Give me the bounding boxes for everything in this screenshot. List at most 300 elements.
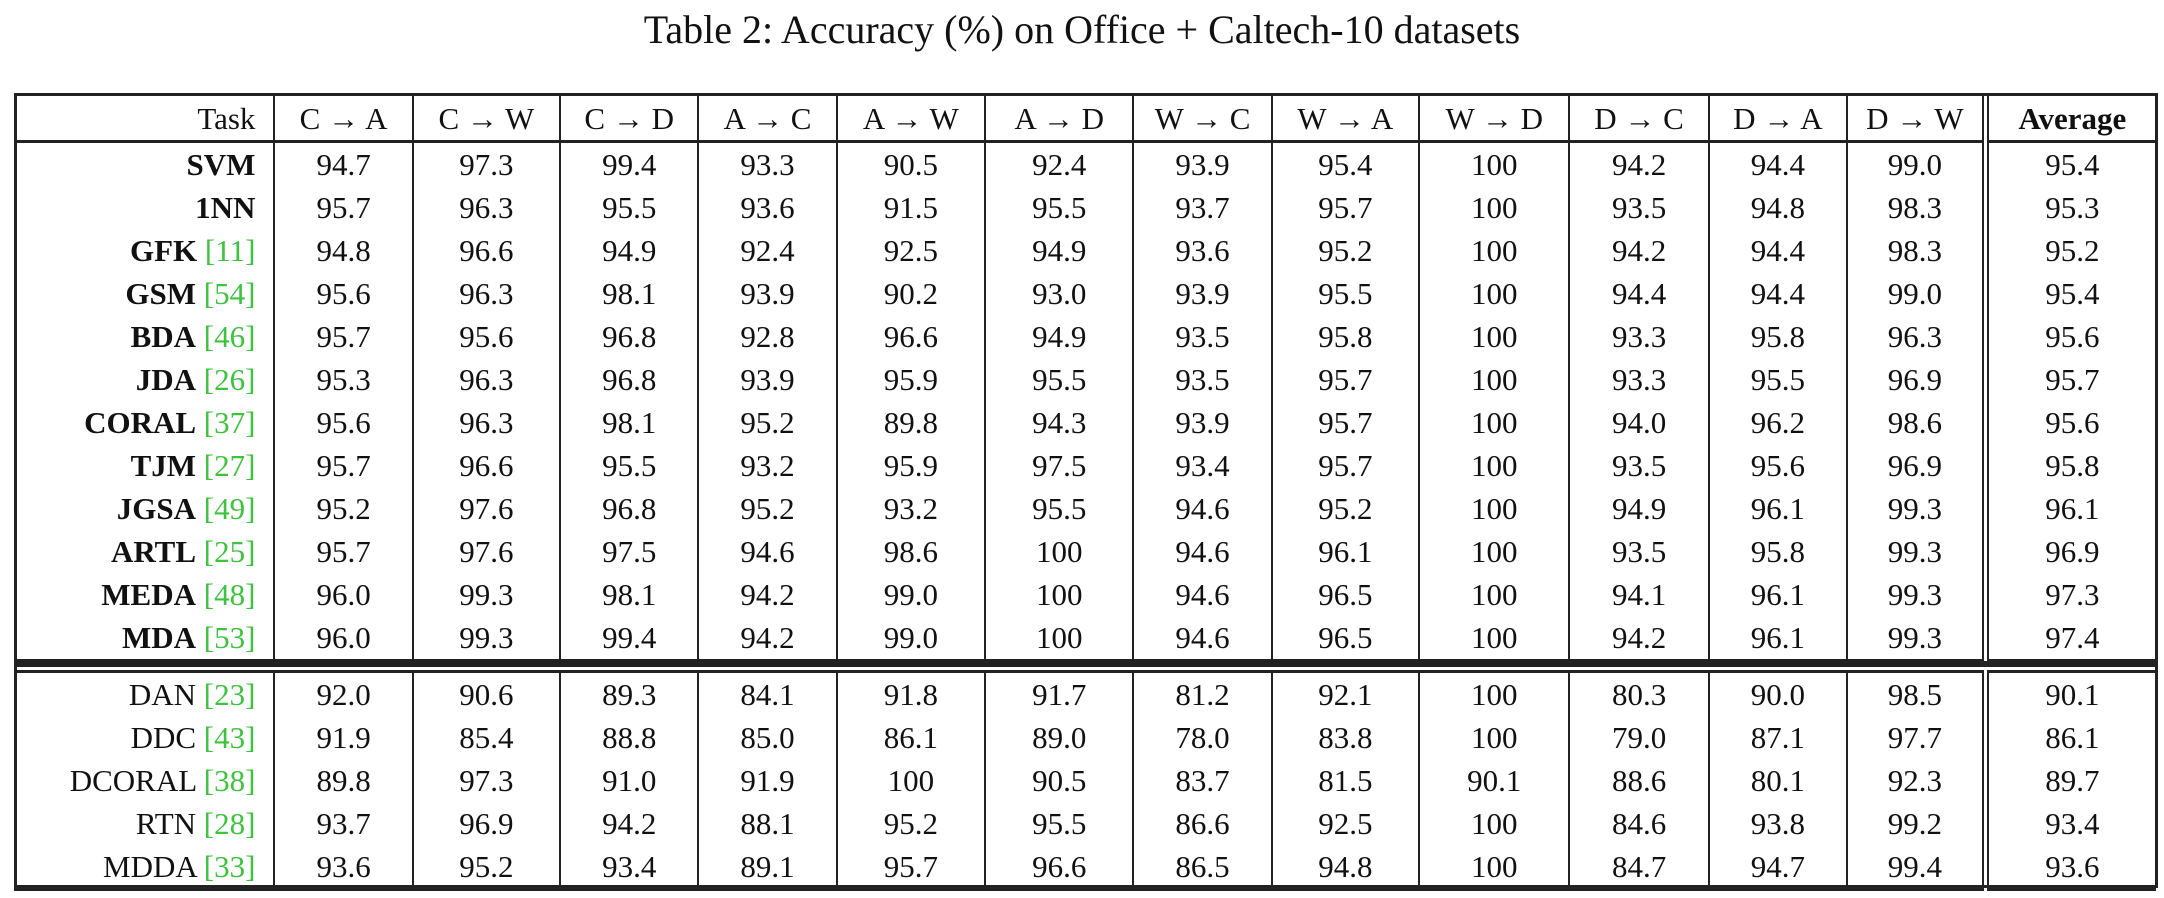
table-row: [14, 759, 2156, 802]
method-name: JGSA: [116, 491, 197, 526]
citation-link[interactable]: [23]: [203, 677, 256, 712]
method-cell: [14, 672, 274, 717]
citation-link[interactable]: [43]: [203, 720, 256, 755]
citation-link[interactable]: [11]: [204, 233, 256, 268]
accuracy-cell: 100: [1419, 358, 1569, 401]
accuracy-cell: 85.4: [413, 716, 560, 759]
citation-link[interactable]: [26]: [203, 362, 256, 397]
accuracy-cell: 93.3: [1569, 315, 1708, 358]
accuracy-cell: 89.8: [837, 401, 985, 444]
average-cell: 97.3: [1985, 573, 2156, 616]
accuracy-cell: 96.9: [1847, 358, 1985, 401]
accuracy-cell: 97.5: [985, 444, 1133, 487]
accuracy-cell: 98.1: [560, 401, 698, 444]
table-row: [14, 616, 2156, 661]
accuracy-cell: 96.1: [1709, 616, 1847, 661]
average-cell: 93.4: [1985, 802, 2156, 845]
method-name: BDA: [130, 319, 197, 354]
accuracy-cell: 93.6: [274, 845, 412, 890]
accuracy-cell: 94.7: [1709, 845, 1847, 890]
accuracy-cell: 81.5: [1272, 759, 1419, 802]
method-name: GSM: [125, 276, 197, 311]
accuracy-cell: 96.3: [413, 186, 560, 229]
table-row: [14, 186, 2156, 229]
method-name: MDA: [121, 620, 197, 655]
accuracy-cell: 94.0: [1569, 401, 1708, 444]
accuracy-cell: 95.2: [413, 845, 560, 890]
accuracy-cell: 95.7: [1272, 186, 1419, 229]
accuracy-cell: 93.9: [1133, 401, 1271, 444]
citation-link[interactable]: [49]: [203, 491, 256, 526]
average-cell: 90.1: [1985, 672, 2156, 717]
accuracy-cell: 94.2: [698, 616, 836, 661]
accuracy-cell: 94.2: [698, 573, 836, 616]
accuracy-cell: 95.5: [985, 186, 1133, 229]
accuracy-cell: 96.1: [1272, 530, 1419, 573]
method-name: GFK: [130, 233, 198, 268]
accuracy-cell: 93.9: [698, 272, 836, 315]
accuracy-cell: 98.1: [560, 573, 698, 616]
accuracy-cell: 95.7: [274, 530, 412, 573]
accuracy-cell: 94.4: [1709, 272, 1847, 315]
accuracy-cell: 84.6: [1569, 802, 1708, 845]
header-task-pair: D → C: [1569, 95, 1708, 142]
accuracy-cell: 96.3: [413, 358, 560, 401]
accuracy-cell: 95.5: [1709, 358, 1847, 401]
table-row: [14, 672, 2156, 717]
accuracy-cell: 99.4: [1847, 845, 1985, 890]
accuracy-cell: 95.6: [413, 315, 560, 358]
accuracy-cell: 100: [985, 573, 1133, 616]
accuracy-cell: 95.5: [560, 444, 698, 487]
method-cell: [14, 444, 274, 487]
accuracy-cell: 95.6: [274, 272, 412, 315]
accuracy-cell: 94.9: [985, 315, 1133, 358]
accuracy-cell: 99.2: [1847, 802, 1985, 845]
accuracy-cell: 86.5: [1133, 845, 1271, 890]
accuracy-cell: 94.9: [1569, 487, 1708, 530]
accuracy-cell: 93.5: [1133, 315, 1271, 358]
accuracy-cell: 100: [1419, 716, 1569, 759]
accuracy-cell: 95.6: [274, 401, 412, 444]
method-name: TJM: [130, 448, 197, 483]
accuracy-cell: 92.4: [698, 229, 836, 272]
method-name: ARTL: [110, 534, 197, 569]
results-table: [14, 93, 2156, 891]
accuracy-cell: 86.1: [837, 716, 985, 759]
accuracy-cell: 98.6: [837, 530, 985, 573]
accuracy-cell: 89.8: [274, 759, 412, 802]
method-cell: [14, 229, 274, 272]
accuracy-cell: 100: [985, 616, 1133, 661]
average-cell: 95.4: [1985, 272, 2156, 315]
accuracy-cell: 95.7: [274, 186, 412, 229]
accuracy-cell: 88.1: [698, 802, 836, 845]
accuracy-cell: 91.0: [560, 759, 698, 802]
accuracy-cell: 95.2: [837, 802, 985, 845]
citation-link[interactable]: [54]: [203, 276, 256, 311]
accuracy-cell: 93.9: [1133, 272, 1271, 315]
accuracy-cell: 100: [837, 759, 985, 802]
average-cell: 96.9: [1985, 530, 2156, 573]
accuracy-cell: 96.9: [1847, 444, 1985, 487]
accuracy-cell: 96.6: [413, 444, 560, 487]
separator-cell: [14, 661, 2156, 672]
table-row: [14, 845, 2156, 890]
accuracy-cell: 100: [1419, 444, 1569, 487]
accuracy-cell: 95.8: [1709, 530, 1847, 573]
accuracy-cell: 83.8: [1272, 716, 1419, 759]
accuracy-cell: 87.1: [1709, 716, 1847, 759]
average-cell: 95.3: [1985, 186, 2156, 229]
accuracy-cell: 96.2: [1709, 401, 1847, 444]
method-cell: [14, 802, 274, 845]
accuracy-cell: 96.6: [985, 845, 1133, 890]
accuracy-cell: 95.8: [1709, 315, 1847, 358]
accuracy-cell: 99.3: [413, 573, 560, 616]
accuracy-cell: 90.6: [413, 672, 560, 717]
average-cell: 86.1: [1985, 716, 2156, 759]
accuracy-cell: 97.5: [560, 530, 698, 573]
method-cell: [14, 142, 274, 187]
citation-link[interactable]: [25]: [203, 534, 256, 569]
accuracy-cell: 100: [1419, 845, 1569, 890]
accuracy-cell: 94.4: [1709, 229, 1847, 272]
accuracy-cell: 95.2: [1272, 487, 1419, 530]
accuracy-cell: 90.2: [837, 272, 985, 315]
accuracy-cell: 90.5: [837, 142, 985, 187]
accuracy-cell: 95.5: [560, 186, 698, 229]
accuracy-cell: 99.4: [560, 616, 698, 661]
average-cell: 97.4: [1985, 616, 2156, 661]
accuracy-cell: 95.7: [274, 315, 412, 358]
method-cell: [14, 616, 274, 661]
accuracy-cell: 92.3: [1847, 759, 1985, 802]
accuracy-cell: 93.8: [1709, 802, 1847, 845]
accuracy-cell: 78.0: [1133, 716, 1271, 759]
accuracy-cell: 99.3: [1847, 616, 1985, 661]
accuracy-cell: 96.6: [413, 229, 560, 272]
accuracy-cell: 85.0: [698, 716, 836, 759]
accuracy-cell: 99.0: [1847, 272, 1985, 315]
accuracy-cell: 95.9: [837, 444, 985, 487]
table-caption: Table 2: Accuracy (%) on Office + Caltech-10 datasets: [643, 7, 1521, 52]
average-cell: 96.1: [1985, 487, 2156, 530]
accuracy-cell: 91.9: [274, 716, 412, 759]
accuracy-cell: 92.5: [1272, 802, 1419, 845]
method-cell: [14, 401, 274, 444]
average-cell: 95.7: [1985, 358, 2156, 401]
accuracy-cell: 93.5: [1569, 444, 1708, 487]
accuracy-cell: 96.3: [413, 401, 560, 444]
table-row: [14, 229, 2156, 272]
accuracy-cell: 94.2: [1569, 229, 1708, 272]
accuracy-cell: 93.6: [1133, 229, 1271, 272]
method-name: 1NN: [195, 190, 256, 225]
accuracy-cell: 89.3: [560, 672, 698, 717]
accuracy-cell: 96.0: [274, 616, 412, 661]
accuracy-cell: 100: [1419, 573, 1569, 616]
average-cell: 95.6: [1985, 315, 2156, 358]
accuracy-cell: 94.6: [1133, 616, 1271, 661]
citation-link[interactable]: [37]: [203, 405, 256, 440]
header-row: [14, 95, 2156, 142]
accuracy-cell: 89.0: [985, 716, 1133, 759]
accuracy-cell: 95.7: [1272, 444, 1419, 487]
accuracy-cell: 95.3: [274, 358, 412, 401]
accuracy-cell: 91.7: [985, 672, 1133, 717]
accuracy-cell: 95.9: [837, 358, 985, 401]
accuracy-cell: 100: [985, 530, 1133, 573]
table-row: [14, 487, 2156, 530]
average-cell: 89.7: [1985, 759, 2156, 802]
accuracy-cell: 99.3: [1847, 573, 1985, 616]
accuracy-cell: 100: [1419, 272, 1569, 315]
accuracy-cell: 100: [1419, 229, 1569, 272]
accuracy-cell: 93.4: [560, 845, 698, 890]
accuracy-cell: 91.9: [698, 759, 836, 802]
accuracy-cell: 94.4: [1709, 142, 1847, 187]
header-task-pair: D → A: [1709, 95, 1847, 142]
citation-link[interactable]: [27]: [203, 448, 256, 483]
accuracy-cell: 100: [1419, 672, 1569, 717]
accuracy-cell: 93.4: [1133, 444, 1271, 487]
average-cell: 93.6: [1985, 845, 2156, 890]
accuracy-cell: 94.6: [1133, 530, 1271, 573]
header-task-pair: A → C: [698, 95, 836, 142]
method-cell: [14, 358, 274, 401]
accuracy-cell: 80.1: [1709, 759, 1847, 802]
accuracy-cell: 84.1: [698, 672, 836, 717]
group-separator: [14, 661, 2156, 672]
citation-link[interactable]: [46]: [203, 319, 256, 354]
table-row: [14, 358, 2156, 401]
citation-link[interactable]: [33]: [203, 849, 256, 884]
accuracy-cell: 100: [1419, 142, 1569, 187]
accuracy-cell: 98.3: [1847, 186, 1985, 229]
header-task: Task: [14, 95, 274, 142]
method-cell: [14, 186, 274, 229]
accuracy-cell: 94.6: [1133, 573, 1271, 616]
accuracy-cell: 98.3: [1847, 229, 1985, 272]
accuracy-cell: 88.8: [560, 716, 698, 759]
accuracy-cell: 97.6: [413, 487, 560, 530]
accuracy-cell: 95.5: [985, 487, 1133, 530]
accuracy-cell: 92.4: [985, 142, 1133, 187]
accuracy-cell: 100: [1419, 802, 1569, 845]
accuracy-cell: 94.2: [1569, 142, 1708, 187]
accuracy-cell: 100: [1419, 616, 1569, 661]
accuracy-cell: 98.5: [1847, 672, 1985, 717]
header-task-pair: W → D: [1419, 95, 1569, 142]
table-row: [14, 401, 2156, 444]
accuracy-cell: 94.8: [274, 229, 412, 272]
method-name: DAN: [128, 677, 197, 712]
header-task-pair: W → A: [1272, 95, 1419, 142]
accuracy-cell: 96.9: [413, 802, 560, 845]
accuracy-cell: 97.7: [1847, 716, 1985, 759]
accuracy-cell: 96.3: [1847, 315, 1985, 358]
accuracy-cell: 84.7: [1569, 845, 1708, 890]
method-cell: [14, 530, 274, 573]
accuracy-cell: 93.3: [698, 142, 836, 187]
method-name: JDA: [135, 362, 197, 397]
method-name: DCORAL: [69, 763, 197, 798]
method-cell: [14, 845, 274, 890]
accuracy-cell: 95.4: [1272, 142, 1419, 187]
accuracy-cell: 94.7: [274, 142, 412, 187]
header-task-pair: C → A: [274, 95, 412, 142]
citation-link[interactable]: [28]: [203, 806, 256, 841]
accuracy-cell: 89.1: [698, 845, 836, 890]
average-cell: 95.2: [1985, 229, 2156, 272]
method-cell: [14, 272, 274, 315]
accuracy-cell: 97.3: [413, 142, 560, 187]
accuracy-cell: 95.6: [1709, 444, 1847, 487]
table-row: [14, 573, 2156, 616]
accuracy-cell: 96.6: [837, 315, 985, 358]
accuracy-cell: 81.2: [1133, 672, 1271, 717]
average-cell: 95.6: [1985, 401, 2156, 444]
accuracy-cell: 94.4: [1569, 272, 1708, 315]
accuracy-cell: 93.9: [1133, 142, 1271, 187]
accuracy-cell: 86.6: [1133, 802, 1271, 845]
table-row: [14, 530, 2156, 573]
citation-link[interactable]: [48]: [203, 577, 256, 612]
accuracy-cell: 93.7: [274, 802, 412, 845]
accuracy-cell: 91.8: [837, 672, 985, 717]
method-name: RTN: [135, 806, 197, 841]
accuracy-cell: 99.0: [837, 573, 985, 616]
table-row: [14, 444, 2156, 487]
accuracy-cell: 95.7: [1272, 358, 1419, 401]
accuracy-cell: 92.0: [274, 672, 412, 717]
method-name: MDDA: [103, 849, 197, 884]
accuracy-cell: 93.2: [698, 444, 836, 487]
accuracy-cell: 100: [1419, 530, 1569, 573]
accuracy-cell: 99.0: [837, 616, 985, 661]
accuracy-cell: 99.4: [560, 142, 698, 187]
accuracy-cell: 90.0: [1709, 672, 1847, 717]
method-cell: [14, 315, 274, 358]
accuracy-cell: 93.3: [1569, 358, 1708, 401]
accuracy-cell: 98.1: [560, 272, 698, 315]
method-cell: [14, 487, 274, 530]
table-row: [14, 272, 2156, 315]
method-cell: [14, 573, 274, 616]
table-row: [14, 716, 2156, 759]
accuracy-cell: 100: [1419, 401, 1569, 444]
accuracy-cell: 92.5: [837, 229, 985, 272]
accuracy-cell: 94.9: [560, 229, 698, 272]
accuracy-cell: 88.6: [1569, 759, 1708, 802]
table-row: [14, 315, 2156, 358]
citation-link[interactable]: [53]: [203, 620, 256, 655]
accuracy-cell: 80.3: [1569, 672, 1708, 717]
accuracy-cell: 93.6: [698, 186, 836, 229]
accuracy-cell: 95.2: [698, 487, 836, 530]
accuracy-cell: 93.5: [1569, 186, 1708, 229]
accuracy-cell: 100: [1419, 186, 1569, 229]
accuracy-cell: 93.2: [837, 487, 985, 530]
header-task-pair: D → W: [1847, 95, 1985, 142]
accuracy-cell: 96.5: [1272, 616, 1419, 661]
accuracy-cell: 93.0: [985, 272, 1133, 315]
accuracy-cell: 100: [1419, 487, 1569, 530]
header-average: Average: [1985, 95, 2156, 142]
table-row: [14, 802, 2156, 845]
accuracy-cell: 99.0: [1847, 142, 1985, 187]
accuracy-cell: 96.1: [1709, 573, 1847, 616]
accuracy-cell: 94.6: [1133, 487, 1271, 530]
accuracy-cell: 99.3: [1847, 530, 1985, 573]
accuracy-cell: 83.7: [1133, 759, 1271, 802]
accuracy-cell: 95.5: [985, 358, 1133, 401]
accuracy-cell: 96.0: [274, 573, 412, 616]
average-cell: 95.8: [1985, 444, 2156, 487]
header-task-pair: W → C: [1133, 95, 1271, 142]
accuracy-cell: 95.2: [1272, 229, 1419, 272]
header-task-pair: C → W: [413, 95, 560, 142]
accuracy-cell: 93.9: [698, 358, 836, 401]
accuracy-cell: 94.2: [560, 802, 698, 845]
method-cell: [14, 716, 274, 759]
accuracy-cell: 96.8: [560, 315, 698, 358]
accuracy-cell: 98.6: [1847, 401, 1985, 444]
accuracy-cell: 92.8: [698, 315, 836, 358]
accuracy-cell: 95.7: [837, 845, 985, 890]
accuracy-cell: 96.3: [413, 272, 560, 315]
accuracy-cell: 92.1: [1272, 672, 1419, 717]
accuracy-cell: 97.3: [413, 759, 560, 802]
accuracy-cell: 95.5: [1272, 272, 1419, 315]
method-cell: [14, 759, 274, 802]
table-row: [14, 142, 2156, 187]
method-name: MEDA: [101, 577, 197, 612]
accuracy-cell: 93.5: [1133, 358, 1271, 401]
accuracy-cell: 93.5: [1569, 530, 1708, 573]
method-name: SVM: [186, 147, 256, 182]
accuracy-cell: 95.5: [985, 802, 1133, 845]
accuracy-cell: 95.8: [1272, 315, 1419, 358]
accuracy-cell: 96.5: [1272, 573, 1419, 616]
accuracy-cell: 100: [1419, 315, 1569, 358]
accuracy-cell: 90.1: [1419, 759, 1569, 802]
accuracy-cell: 94.8: [1272, 845, 1419, 890]
accuracy-cell: 99.3: [1847, 487, 1985, 530]
method-name: DDC: [130, 720, 197, 755]
accuracy-cell: 95.7: [274, 444, 412, 487]
header-task-pair: C → D: [560, 95, 698, 142]
average-cell: 95.4: [1985, 142, 2156, 187]
citation-link[interactable]: [38]: [203, 763, 256, 798]
accuracy-cell: 94.2: [1569, 616, 1708, 661]
accuracy-cell: 95.2: [274, 487, 412, 530]
accuracy-cell: 96.8: [560, 487, 698, 530]
accuracy-cell: 97.6: [413, 530, 560, 573]
accuracy-cell: 94.3: [985, 401, 1133, 444]
accuracy-cell: 95.7: [1272, 401, 1419, 444]
accuracy-cell: 96.1: [1709, 487, 1847, 530]
accuracy-cell: 93.7: [1133, 186, 1271, 229]
method-name: CORAL: [84, 405, 197, 440]
accuracy-cell: 99.3: [413, 616, 560, 661]
accuracy-cell: 90.5: [985, 759, 1133, 802]
accuracy-cell: 94.1: [1569, 573, 1708, 616]
accuracy-cell: 79.0: [1569, 716, 1708, 759]
accuracy-cell: 96.8: [560, 358, 698, 401]
header-task-pair: A → W: [837, 95, 985, 142]
